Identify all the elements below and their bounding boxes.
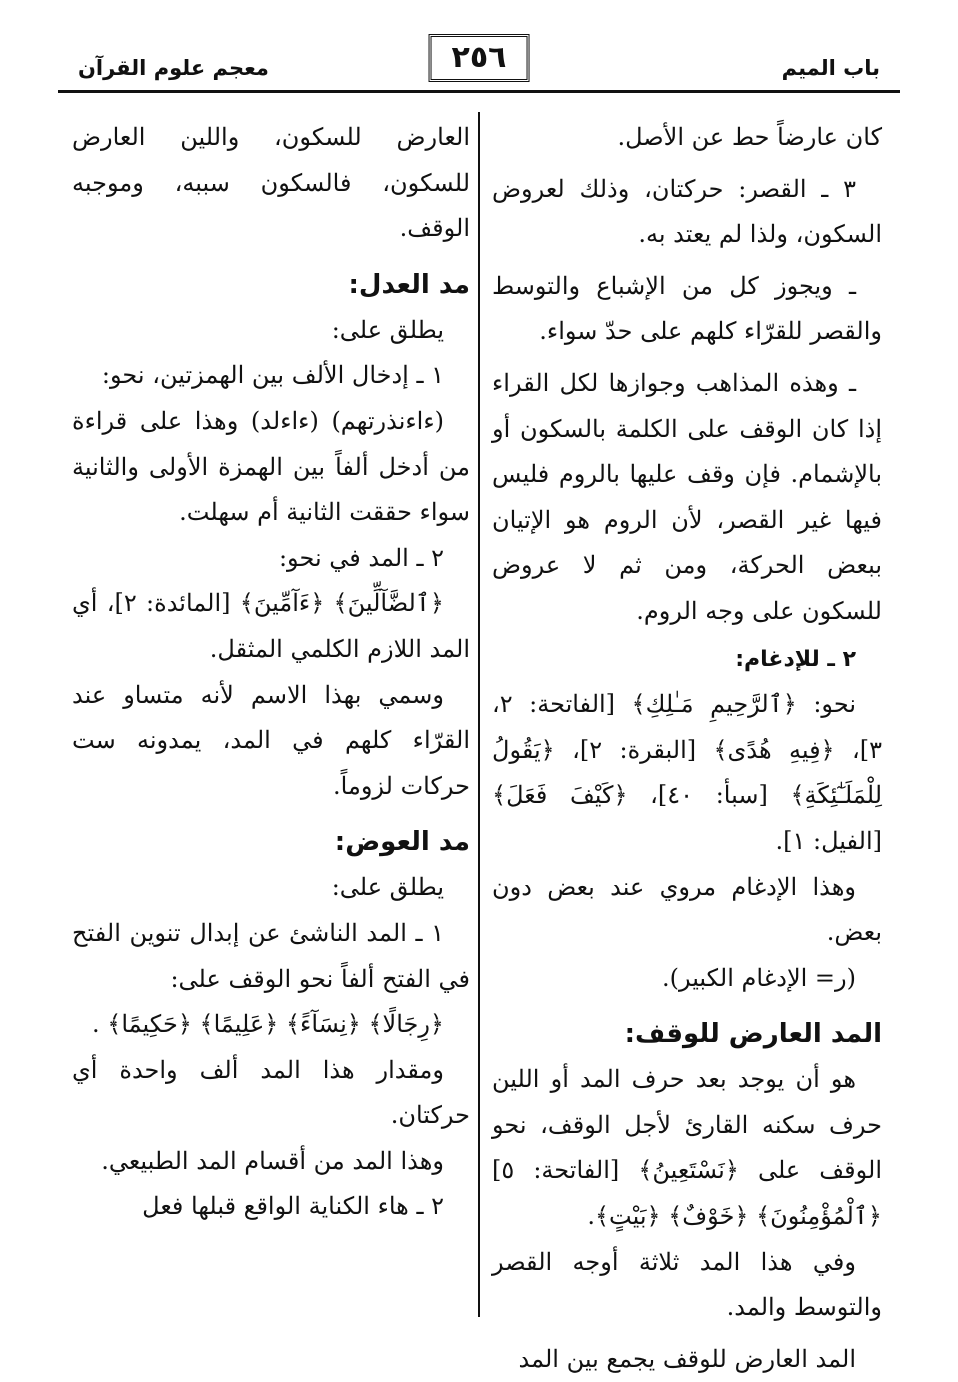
paragraph: يطلق على: — [331, 315, 444, 344]
page-header — [60, 30, 898, 90]
paragraph: ٣ ـ القصر: حركتان، وذلك لعروض السكون، ولذا لم يعتد به. — [492, 174, 882, 249]
page-number: ٢٥٦ — [429, 34, 530, 82]
paragraph: وفي هذا المد ثلاثة أوجه القصر والتوسط والمد. — [492, 1247, 882, 1322]
paragraph: ١ ـ إدخال الألف بين الهمزتين، نحو: — [101, 361, 444, 390]
right-column — [492, 115, 882, 1382]
paragraph: ١ ـ المد الناشئ عن إبدال تنوين الفتح في الفتح ألفاً نحو الوقف على: — [72, 918, 470, 993]
paragraph: ﴿ٱلضَّآلِّينَ﴾ ﴿ءَآمِّينَ﴾ [المائدة: ٢]، أي المد اللازم الكلمي المثقل. — [72, 589, 470, 663]
header-rule — [58, 90, 900, 93]
paragraph: وهذا المد من أقسام المد الطبيعي. — [101, 1146, 444, 1175]
section-heading: مد العدل: — [348, 269, 470, 300]
column-divider — [478, 112, 480, 1317]
paragraph: نحو: ﴿ٱلرَّحِيمِ مَـٰلِكِ﴾ [الفاتحة: ٢، ٣]، ﴿فِيهِ هُدًى﴾ [البقرة: ٢]، ﴿يَقُولُ لِلْمَلَـٰٓئِكَةِ﴾ [سبأ: ٤٠]، ﴿كَيْفَ فَعَلَ﴾ [الفيل: ١]. — [492, 690, 883, 855]
paragraph: ـ ويجوز كل من الإشباع والتوسط والقصر للقرّاء كلهم على حدّ سواء. — [492, 271, 882, 346]
chapter-title: باب الميم — [781, 56, 880, 80]
paragraph: يطلق على: — [331, 873, 444, 902]
paragraph: ٢ ـ المد في نحو: — [278, 543, 444, 572]
paragraph: ﴿رِجَالًا﴾ ﴿نِسَآءً﴾ ﴿عَلِيمًا﴾ ﴿حَكِيمًا﴾ . — [92, 1010, 444, 1039]
paragraph: المد العارض للوقف يجمع بين المد — [518, 1344, 856, 1373]
paragraph: ـ وهذه المذاهب وجوازها لكل القراء إذا كان الوقف على الكلمة بالسكون أو بالإشمام. فإن وقف عليها بالروم فليس فيها غير القصر، لأن الروم هو الإتيان ببعض الحركة، ومن ثم لا عروض للسكون على وجه الروم. — [492, 368, 882, 625]
paragraph: ٢ ـ هاء الكناية الواقع قبلها فعل — [142, 1192, 444, 1221]
paragraph: كان عارضاً حط عن الأصل. — [617, 123, 882, 151]
paragraph: وهذا الإدغام مروي عند بعض دون بعض. — [492, 872, 882, 947]
left-column — [72, 115, 470, 1230]
paragraph: (ءاءنذرتهم) (ءاءلد) وهذا على قراءة من أدخل ألفاً بين الهمزة الأولى والثانية سواء حققت الثانية أم سهلت. — [72, 406, 470, 527]
paragraph: ومقدار هذا المد ألف واحدة أي حركتان. — [72, 1055, 470, 1130]
paragraph: وسمي بهذا الاسم لأنه متساو عند القرّاء كلهم في المد، يمدونه ست حركات لزوماً. — [72, 680, 470, 800]
book-title: معجم علوم القرآن — [78, 56, 269, 80]
section-heading: مد العوض: — [334, 827, 470, 858]
paragraph: (ر= الإدغام الكبير). — [661, 963, 856, 992]
paragraph: هو أن يوجد بعد حرف المد أو اللين حرف سكنه القارئ لأجل الوقف، نحو الوقف على ﴿نَسْتَعِينُ﴾ [الفاتحة: ٥] ﴿ٱلْمُؤْمِنُونَ﴾ ﴿خَوْفٌ﴾ ﴿بَيْتٍ﴾. — [492, 1065, 882, 1231]
paragraph: العارض للسكون، واللين العارض للسكون، فالسكون سببه، وموجبه الوقف. — [72, 123, 470, 243]
section-heading: المد العارض للوقف: — [624, 1019, 882, 1050]
subsection-label: ٢ ـ للإدغام: — [735, 646, 856, 672]
